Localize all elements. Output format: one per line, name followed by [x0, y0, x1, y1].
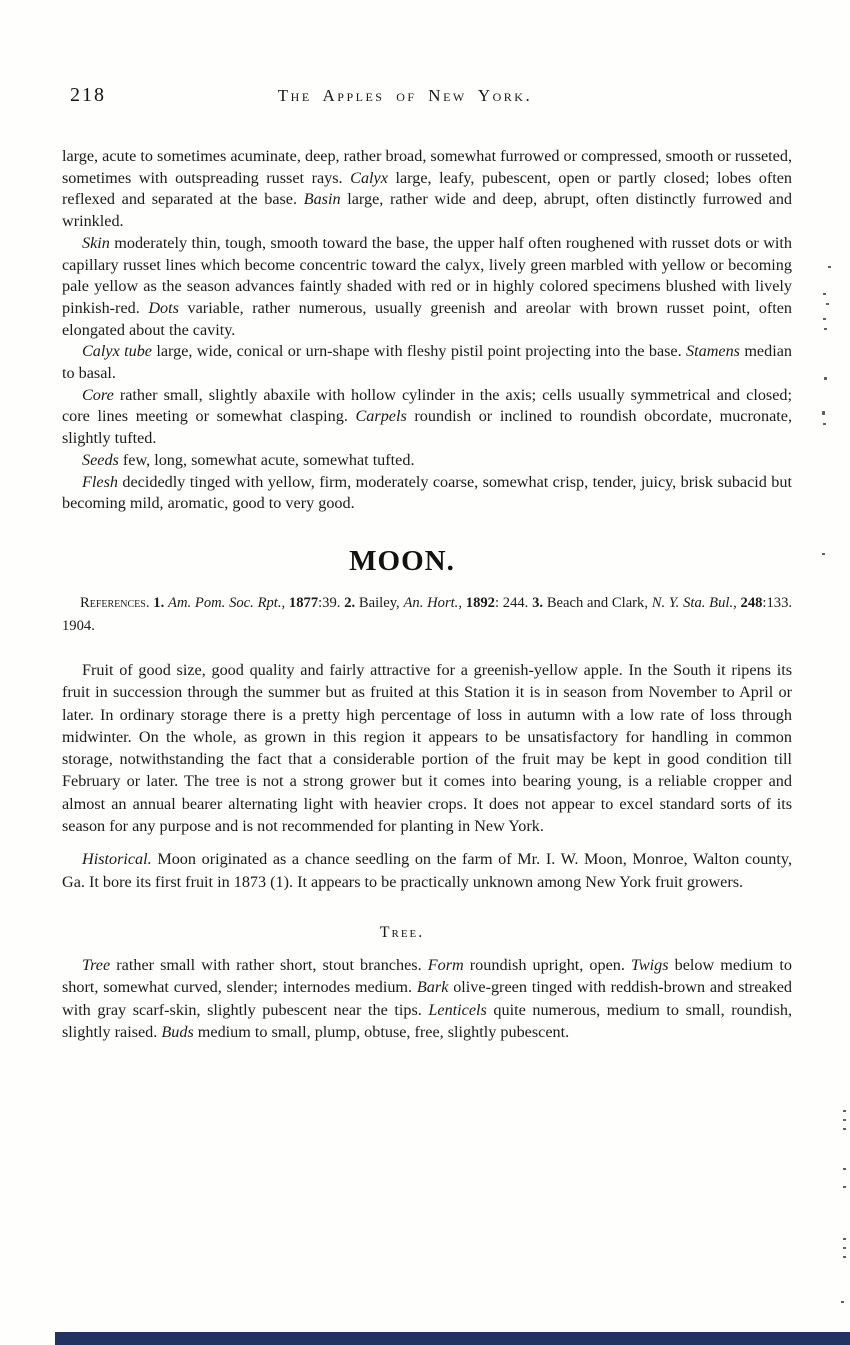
tree-paragraph: Tree rather small with rather short, stout branches. Form roundish upright, open. Twigs below medium to short, somewhat curved, slender; internodes medium. Bark olive-green tinged with reddish-brown and streaked with gray scarf-skin, slightly pubescent near the tips. Lenticels quite numerous, medium to small, roundish, slightly raised. Buds medium to small, plump, obtuse, free, slightly pubescent. [62, 955, 793, 1041]
scan-speck [843, 1110, 846, 1112]
scan-speck [843, 1256, 846, 1258]
scan-speck [826, 303, 829, 305]
scan-speck [824, 377, 827, 380]
scan-speck [823, 293, 826, 295]
page-number: 218 [70, 84, 106, 106]
scan-speck [843, 1186, 846, 1188]
running-head [62, 84, 792, 112]
description-paragraph-continuation: large, acute to sometimes acuminate, deep, rather broad, somewhat furrowed or compressed, smooth or russeted, sometimes with outspreading russet rays. Calyx large, leafy, pubescent, open or partly closed; lobes often reflexed and separated at the base. Basin large, rather wide and deep, abrupt, often distinctly furrowed and wrinkled. [62, 147, 793, 231]
bottom-edge-bar [55, 1332, 850, 1345]
scan-speck [843, 1128, 846, 1130]
description-paragraph-flesh: Flesh decidedly tinged with yellow, firm, moderately coarse, somewhat crisp, tender, juicy, brisk subacid but becoming mild, aromatic, good to very good. [62, 472, 792, 513]
text-column [62, 0, 792, 1043]
fruit-overview-paragraph: Fruit of good size, good quality and fairly attractive for a greenish-yellow apple. In the South it ripens its fruit in succession through the summer but as fruited at this Station it is in season from November to April or later. In ordinary storage there is a pretty high percentage of loss in autumn with a low rate of loss through midwinter. On the whole, as grown in this region it appears to be unsatisfactory for handling in common storage, notwithstanding the fact that a considerable portion of the fruit may be kept in good condition till February or later. The tree is not a strong grower but it comes into bearing young, is a reliable cropper and almost an annual bearer alternating light with heavier crops. It does not appear to excel standard sorts of its season for any purpose and is not recommended for planting in New York. [62, 660, 792, 836]
scan-speck [824, 328, 827, 330]
references-paragraph: References. 1. Am. Pom. Soc. Rpt., 1877:39. 2. Bailey, An. Hort., 1892: 244. 3. Beach and Clark, N. Y. Sta. Bul., 248:133. 1904. [62, 594, 793, 634]
scan-speck [843, 1247, 846, 1249]
description-paragraph-calyx-tube: Calyx tube large, wide, conical or urn-shape with fleshy pistil point projecting into the base. Stamens median to basal. [62, 342, 792, 383]
scan-speck [828, 266, 831, 268]
scan-speck [843, 1119, 846, 1121]
description-paragraph-seeds: Seeds few, long, somewhat acute, somewhat tufted. [82, 450, 415, 469]
description-paragraph-skin: Skin moderately thin, tough, smooth toward the base, the upper half often roughened with russet dots or with capillary russet lines which become concentric toward the calyx, lively green marbled with yellow or becoming pale yellow as the season advances faintly shaded with red or in highly colored specimens blushed with lively pinkish-red. Dots variable, rather numerous, usually greenish and areolar with brown russet point, often elongated about the cavity. [62, 233, 792, 339]
running-title: The Apples of New York. [277, 86, 533, 105]
scan-speck [841, 1301, 844, 1303]
variety-heading: MOON. [349, 544, 455, 577]
scan-speck [822, 553, 825, 555]
scan-speck [843, 1168, 846, 1170]
scan-speck [823, 318, 826, 320]
scan-speck [843, 1238, 846, 1240]
variety-section [62, 545, 792, 1043]
fruit-description-section [62, 146, 792, 515]
tree-heading: Tree. [379, 923, 425, 941]
scan-speck [823, 423, 826, 425]
historical-paragraph: Historical. Moon originated as a chance seedling on the farm of Mr. I. W. Moon, Monroe, Walton county, Ga. It bore its first fruit in 1873 (1). It appears to be practically unknown among New York fruit growers. [62, 850, 792, 891]
scan-speck [822, 411, 825, 415]
description-paragraph-core: Core rather small, slightly abaxile with hollow cylinder in the axis; cells usually symmetrical and closed; core lines meeting or somewhat clasping. Carpels roundish or inclined to roundish obcordate, mucronate, slightly tufted. [62, 385, 792, 448]
